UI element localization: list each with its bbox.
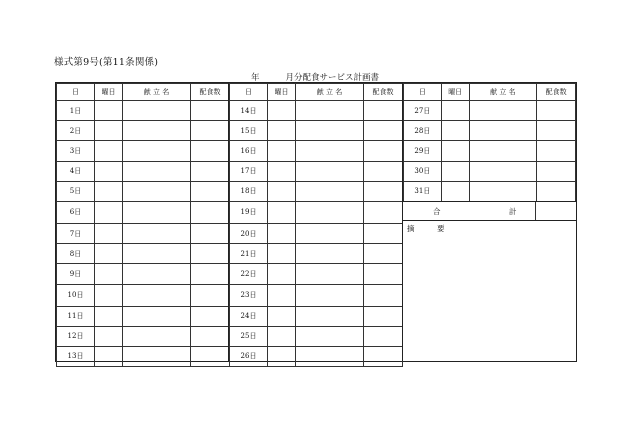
menu-name-cell[interactable] <box>123 223 191 243</box>
table-row <box>57 141 230 161</box>
weekday-cell[interactable] <box>441 141 469 161</box>
day-cell: 22日 <box>230 264 268 284</box>
menu-name-cell[interactable] <box>123 264 191 284</box>
meal-count-cell[interactable] <box>364 244 403 264</box>
header-cell: 配食数 <box>537 84 576 101</box>
table-row <box>230 161 403 181</box>
day-cell: 8日 <box>57 244 95 264</box>
day-cell: 13日 <box>57 346 95 366</box>
meal-count-cell[interactable] <box>364 181 403 201</box>
weekday-cell[interactable] <box>441 161 469 181</box>
table-row <box>230 264 403 284</box>
table-row <box>230 284 403 306</box>
meal-count-cell[interactable] <box>364 161 403 181</box>
weekday-cell[interactable] <box>268 181 296 201</box>
header-cell: 配食数 <box>191 84 230 101</box>
schedule-grid-1 <box>56 83 230 367</box>
table-row <box>57 101 230 121</box>
table-row <box>57 346 230 366</box>
meal-count-cell[interactable] <box>191 306 230 326</box>
weekday-cell[interactable] <box>441 101 469 121</box>
menu-name-cell[interactable] <box>296 306 364 326</box>
weekday-cell[interactable] <box>268 264 296 284</box>
meal-count-cell[interactable] <box>191 223 230 243</box>
table-row <box>57 201 230 223</box>
total-row <box>403 201 576 221</box>
menu-name-cell[interactable] <box>123 201 191 223</box>
day-cell: 27日 <box>404 101 442 121</box>
table-row <box>404 161 576 181</box>
weekday-cell[interactable] <box>268 306 296 326</box>
table-row <box>230 141 403 161</box>
day-cell: 15日 <box>230 121 268 141</box>
menu-name-cell[interactable] <box>296 244 364 264</box>
schedule-table-frame <box>55 82 577 362</box>
menu-name-cell[interactable] <box>296 346 364 366</box>
table-row <box>57 161 230 181</box>
weekday-cell[interactable] <box>95 244 123 264</box>
table-row <box>57 223 230 243</box>
day-cell: 1日 <box>57 101 95 121</box>
header-cell: 曜日 <box>95 84 123 101</box>
weekday-cell[interactable] <box>95 121 123 141</box>
meal-count-cell[interactable] <box>191 201 230 223</box>
day-cell: 16日 <box>230 141 268 161</box>
menu-name-cell[interactable] <box>469 161 537 181</box>
total-label-right: 計 <box>509 207 517 216</box>
summary-label-left: 摘 <box>407 224 415 233</box>
schedule-grid-2 <box>229 83 403 367</box>
menu-name-cell[interactable] <box>469 121 537 141</box>
summary-label-right: 要 <box>437 224 445 233</box>
meal-count-cell[interactable] <box>191 121 230 141</box>
meal-count-cell[interactable] <box>191 141 230 161</box>
menu-name-cell[interactable] <box>123 326 191 346</box>
weekday-cell[interactable] <box>268 101 296 121</box>
weekday-cell[interactable] <box>268 326 296 346</box>
table-row <box>57 326 230 346</box>
table-row <box>57 244 230 264</box>
table-row <box>230 223 403 243</box>
menu-name-cell[interactable] <box>296 326 364 346</box>
day-cell: 18日 <box>230 181 268 201</box>
weekday-cell[interactable] <box>268 161 296 181</box>
form-number: 様式第9号(第11条関係) <box>54 57 159 68</box>
weekday-cell[interactable] <box>268 284 296 306</box>
meal-count-cell[interactable] <box>364 346 403 366</box>
weekday-cell[interactable] <box>95 181 123 201</box>
table-row <box>404 101 576 121</box>
table-row <box>230 306 403 326</box>
weekday-cell[interactable] <box>268 244 296 264</box>
meal-count-cell[interactable] <box>537 181 576 201</box>
meal-count-cell[interactable] <box>191 264 230 284</box>
menu-name-cell[interactable] <box>123 141 191 161</box>
day-cell: 6日 <box>57 201 95 223</box>
menu-name-cell[interactable] <box>123 101 191 121</box>
meal-count-cell[interactable] <box>191 326 230 346</box>
meal-count-cell[interactable] <box>537 101 576 121</box>
day-cell: 4日 <box>57 161 95 181</box>
header-cell: 配食数 <box>364 84 403 101</box>
meal-count-cell[interactable] <box>191 244 230 264</box>
table-row <box>230 101 403 121</box>
weekday-cell[interactable] <box>441 121 469 141</box>
table-row <box>230 181 403 201</box>
meal-count-cell[interactable] <box>191 101 230 121</box>
menu-name-cell[interactable] <box>123 244 191 264</box>
meal-count-cell[interactable] <box>191 346 230 366</box>
day-cell: 14日 <box>230 101 268 121</box>
day-cell: 19日 <box>230 201 268 223</box>
menu-name-cell[interactable] <box>123 306 191 326</box>
weekday-cell[interactable] <box>268 141 296 161</box>
meal-count-cell[interactable] <box>364 223 403 243</box>
meal-count-cell[interactable] <box>364 101 403 121</box>
day-cell: 9日 <box>57 264 95 284</box>
weekday-cell[interactable] <box>268 346 296 366</box>
weekday-cell[interactable] <box>95 284 123 306</box>
day-cell: 24日 <box>230 306 268 326</box>
day-cell: 10日 <box>57 284 95 306</box>
table-row <box>57 181 230 201</box>
title-month-text: 月分配食サービス計画書 <box>285 73 380 83</box>
weekday-cell[interactable] <box>95 264 123 284</box>
summary-box[interactable] <box>403 221 576 361</box>
weekday-cell[interactable] <box>95 306 123 326</box>
header-cell: 日 <box>230 84 268 101</box>
day-cell: 11日 <box>57 306 95 326</box>
weekday-cell[interactable] <box>441 181 469 201</box>
day-cell: 12日 <box>57 326 95 346</box>
total-label-left: 合 <box>433 207 441 216</box>
day-cell: 26日 <box>230 346 268 366</box>
menu-name-cell[interactable] <box>123 346 191 366</box>
weekday-cell[interactable] <box>268 223 296 243</box>
menu-name-cell[interactable] <box>123 181 191 201</box>
day-cell: 25日 <box>230 326 268 346</box>
meal-count-cell[interactable] <box>537 121 576 141</box>
menu-name-cell[interactable] <box>296 101 364 121</box>
meal-count-cell[interactable] <box>364 306 403 326</box>
menu-name-cell[interactable] <box>123 121 191 141</box>
menu-name-cell[interactable] <box>296 223 364 243</box>
weekday-cell[interactable] <box>95 346 123 366</box>
weekday-cell[interactable] <box>95 101 123 121</box>
table-row <box>57 284 230 306</box>
total-cell-divider <box>535 202 536 220</box>
day-cell: 3日 <box>57 141 95 161</box>
header-cell: 日 <box>57 84 95 101</box>
day-cell: 31日 <box>404 181 442 201</box>
meal-count-cell[interactable] <box>364 141 403 161</box>
table-row <box>230 121 403 141</box>
day-cell: 7日 <box>57 223 95 243</box>
table-row <box>404 121 576 141</box>
day-cell: 20日 <box>230 223 268 243</box>
weekday-cell[interactable] <box>268 121 296 141</box>
meal-count-cell[interactable] <box>364 326 403 346</box>
day-cell: 21日 <box>230 244 268 264</box>
meal-count-cell[interactable] <box>364 201 403 223</box>
header-cell: 献 立 名 <box>123 84 191 101</box>
weekday-cell[interactable] <box>95 201 123 223</box>
menu-name-cell[interactable] <box>469 181 537 201</box>
weekday-cell[interactable] <box>95 223 123 243</box>
menu-name-cell[interactable] <box>296 181 364 201</box>
meal-count-cell[interactable] <box>191 161 230 181</box>
menu-name-cell[interactable] <box>296 121 364 141</box>
menu-name-cell[interactable] <box>123 284 191 306</box>
day-cell: 30日 <box>404 161 442 181</box>
menu-name-cell[interactable] <box>296 161 364 181</box>
title-year: 年 <box>250 73 260 83</box>
table-row <box>57 264 230 284</box>
menu-name-cell[interactable] <box>469 101 537 121</box>
meal-count-cell[interactable] <box>191 284 230 306</box>
table-row <box>57 121 230 141</box>
meal-count-cell[interactable] <box>364 264 403 284</box>
menu-name-cell[interactable] <box>296 141 364 161</box>
weekday-cell[interactable] <box>95 161 123 181</box>
table-row <box>230 346 403 366</box>
meal-count-cell[interactable] <box>191 181 230 201</box>
table-row <box>230 244 403 264</box>
table-row <box>230 201 403 223</box>
table-row <box>57 306 230 326</box>
meal-count-cell[interactable] <box>537 141 576 161</box>
table-row <box>404 141 576 161</box>
day-cell: 29日 <box>404 141 442 161</box>
day-cell: 2日 <box>57 121 95 141</box>
menu-name-cell[interactable] <box>469 141 537 161</box>
header-cell: 曜日 <box>441 84 469 101</box>
header-cell: 献 立 名 <box>469 84 537 101</box>
table-row <box>230 326 403 346</box>
table-row <box>404 181 576 201</box>
day-cell: 23日 <box>230 284 268 306</box>
weekday-cell[interactable] <box>268 201 296 223</box>
day-cell: 28日 <box>404 121 442 141</box>
meal-count-cell[interactable] <box>364 284 403 306</box>
meal-count-cell[interactable] <box>537 161 576 181</box>
header-cell: 曜日 <box>268 84 296 101</box>
column-separator <box>228 83 229 361</box>
menu-name-cell[interactable] <box>296 284 364 306</box>
menu-name-cell[interactable] <box>296 201 364 223</box>
weekday-cell[interactable] <box>95 141 123 161</box>
header-cell: 日 <box>404 84 442 101</box>
menu-name-cell[interactable] <box>296 264 364 284</box>
day-cell: 5日 <box>57 181 95 201</box>
header-cell: 献 立 名 <box>296 84 364 101</box>
menu-name-cell[interactable] <box>123 161 191 181</box>
meal-count-cell[interactable] <box>364 121 403 141</box>
weekday-cell[interactable] <box>95 326 123 346</box>
schedule-grid-3 <box>403 83 576 202</box>
day-cell: 17日 <box>230 161 268 181</box>
